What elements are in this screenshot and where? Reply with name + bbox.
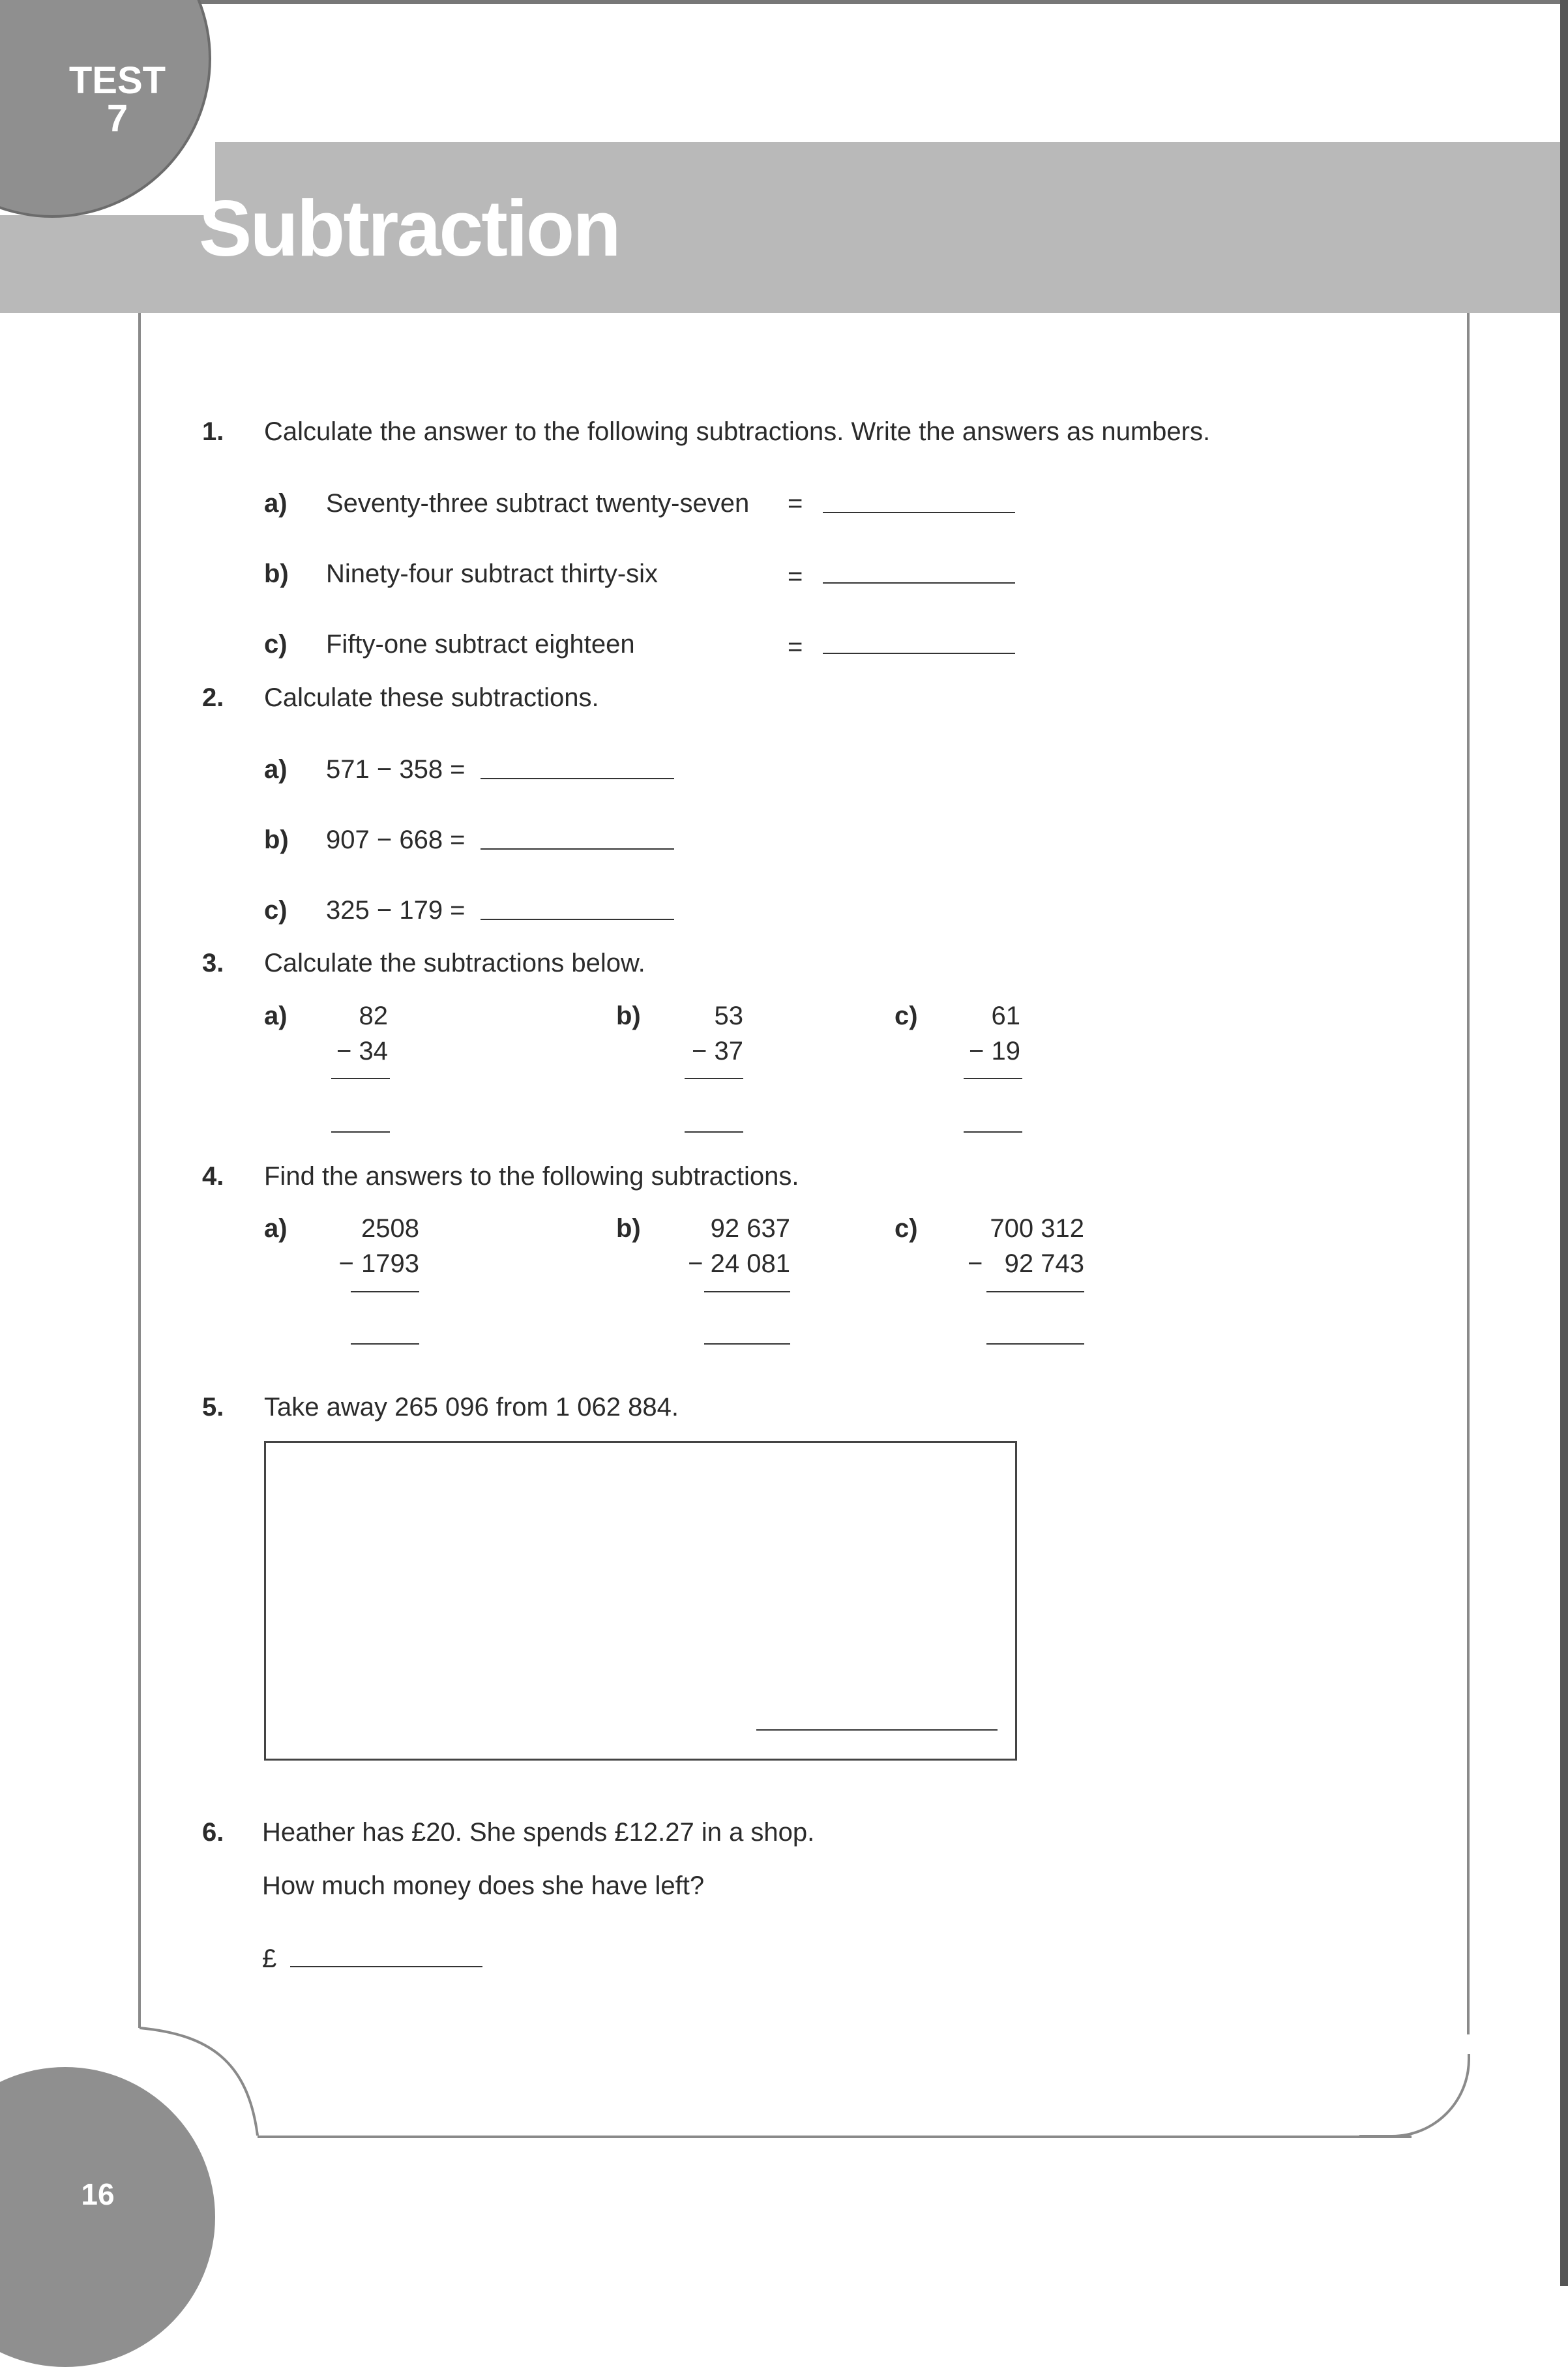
q3b-answer-line[interactable] — [685, 1131, 743, 1133]
top-edge — [0, 0, 1568, 4]
right-edge — [1560, 0, 1568, 2286]
q5-text: Take away 265 096 from 1 062 884. — [264, 1393, 679, 1422]
test-label-word: TEST — [68, 59, 166, 102]
q1a-label: a) — [264, 489, 288, 518]
q1b-label: b) — [264, 559, 289, 588]
test-label-number: 7 — [106, 97, 128, 140]
q2b-text: 907 − 668 = — [326, 826, 466, 854]
q2a-text: 571 − 358 = — [326, 755, 466, 784]
q4c-rule — [986, 1291, 1084, 1292]
q4b-answer-line[interactable] — [704, 1343, 790, 1345]
q2-number: 2. — [202, 683, 224, 712]
q3c-minuend: 61 — [991, 1002, 1020, 1030]
q3a-label: a) — [264, 1002, 288, 1030]
q3b-label: b) — [616, 1002, 641, 1030]
q3-text: Calculate the subtractions below. — [264, 949, 645, 977]
q1c-text: Fifty-one subtract eighteen — [326, 630, 635, 659]
q1a-equals: = — [788, 489, 803, 518]
q3c-subtrahend: − 19 — [969, 1037, 1020, 1065]
q6-question: How much money does she have left? — [262, 1871, 705, 1900]
q1c-label: c) — [264, 630, 288, 659]
q1b-text: Ninety-four subtract thirty-six — [326, 559, 658, 588]
q6-text: Heather has £20. She spends £12.27 in a shop. — [262, 1818, 815, 1847]
q5-number: 5. — [202, 1393, 224, 1422]
q2a-label: a) — [264, 755, 288, 784]
page-title: Subtraction — [199, 184, 619, 273]
q1b-equals: = — [788, 562, 803, 591]
q4a-rule — [351, 1291, 419, 1292]
q1c-answer-line[interactable] — [823, 653, 1015, 654]
page-number: 16 — [81, 2177, 115, 2211]
q4c-minuend: 700 312 — [990, 1214, 1084, 1243]
q3a-answer-line[interactable] — [331, 1131, 390, 1133]
q3c-rule — [964, 1078, 1022, 1079]
q2c-answer-line[interactable] — [481, 919, 674, 920]
q4b-rule — [704, 1291, 790, 1292]
q2c-label: c) — [264, 896, 288, 925]
frame-bottom — [258, 2136, 1412, 2138]
q1-number: 1. — [202, 417, 224, 446]
test-label — [62, 59, 173, 140]
frame-corner — [1359, 2054, 1470, 2137]
frame-right — [1467, 313, 1470, 2034]
q5-working-box[interactable] — [264, 1441, 1017, 1761]
q4b-label: b) — [616, 1214, 641, 1243]
q3c-answer-line[interactable] — [964, 1131, 1022, 1133]
q2a-answer-line[interactable] — [481, 778, 674, 779]
q4c-label: c) — [895, 1214, 918, 1243]
frame-left — [138, 313, 141, 2028]
q5-answer-line[interactable] — [756, 1729, 998, 1731]
q2-text: Calculate these subtractions. — [264, 683, 599, 712]
q3a-minuend: 82 — [359, 1002, 388, 1030]
q1c-equals: = — [788, 633, 803, 661]
q6-currency-symbol: £ — [262, 1944, 277, 1973]
q3b-subtrahend: − 37 — [692, 1037, 743, 1065]
q6-answer-line[interactable] — [290, 1966, 482, 1967]
q4a-label: a) — [264, 1214, 288, 1243]
q1a-text: Seventy-three subtract twenty-seven — [326, 489, 750, 518]
q3-number: 3. — [202, 949, 224, 977]
q3c-label: c) — [895, 1002, 918, 1030]
q1b-answer-line[interactable] — [823, 582, 1015, 584]
q4a-answer-line[interactable] — [351, 1343, 419, 1345]
q4b-subtrahend: − 24 081 — [688, 1249, 790, 1278]
q2b-label: b) — [264, 826, 289, 854]
q1-text: Calculate the answer to the following subtractions. Write the answers as numbers. — [264, 417, 1211, 446]
q4c-answer-line[interactable] — [986, 1343, 1084, 1345]
q2c-text: 325 − 179 = — [326, 896, 466, 925]
q4-number: 4. — [202, 1162, 224, 1191]
q1a-answer-line[interactable] — [823, 512, 1015, 513]
q3a-rule — [331, 1078, 390, 1079]
q3a-subtrahend: − 34 — [336, 1037, 388, 1065]
q4b-minuend: 92 637 — [710, 1214, 790, 1243]
q6-number: 6. — [202, 1818, 224, 1847]
q2b-answer-line[interactable] — [481, 848, 674, 850]
q3b-minuend: 53 — [714, 1002, 743, 1030]
q4a-minuend: 2508 — [361, 1214, 419, 1243]
q4-text: Find the answers to the following subtractions. — [264, 1162, 799, 1191]
q4a-subtrahend: − 1793 — [338, 1249, 419, 1278]
q3b-rule — [685, 1078, 743, 1079]
q4c-subtrahend: − 92 743 — [967, 1249, 1084, 1278]
